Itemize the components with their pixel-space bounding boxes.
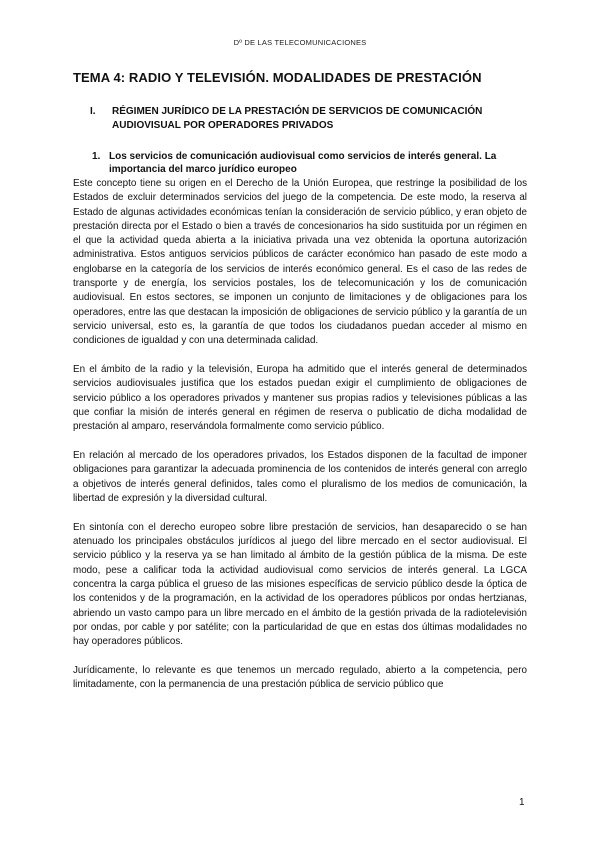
running-header: Dº DE LAS TELECOMUNICACIONES	[233, 38, 367, 47]
paragraph: En relación al mercado de los operadores privados, los Estados disponen de la facultad de imponer obligaciones para garantizar la adecuada prominencia de los contenidos de interés general con arreglo a objetivos de interés general definidos, tales como el pluralismo de los medios de comunicación, la libertad de expresión y la diversidad cultural.	[73, 450, 527, 504]
paragraph: Este concepto tiene su origen en el Derecho de la Unión Europea, que restringe la posibilidad de los Estados de excluir determinados servicios del juego de la competencia. De este modo, la reserva al Estado de algunas actividades económicas tenían la consideración de servicio público, y eran objeto de prestación directa por el Estado o bien a través de concesionarios ha sido sustituida por un régimen en el que la actividad queda abierta a la iniciativa privada una vez obtenida la oportuna autorización administrativa. Estos antiguos servicios públicos de carácter económico han pasado de este modo a englobarse en la categoría de los servicios de interés económico general. Es el caso de las redes de transporte y de energía, los servicios postales, los de telecomunicación y los de comunicación audiovisual. En estos sectores, se imponen un conjunto de limitaciones y de obligaciones para los operadores, entre las que destacan la imposición de obligaciones de servicio público y la garantía de un servicio universal, esto es, la garantía de que todos los ciudadanos puedan acceder al mismo en condiciones de igualdad y con una determinada calidad.	[73, 178, 527, 347]
page-title: TEMA 4: RADIO Y TELEVISIÓN. MODALIDADES DE PRESTACIÓN	[73, 70, 482, 85]
paragraph: En sintonía con el derecho europeo sobre libre prestación de servicios, han desaparecido o se han atenuado los principales obstáculos jurídicos al juego del libre mercado en el sector audiovisual. El servicio público y la reserva ya se han limitado al ámbito de la gestión pública de la misma. De este modo, pese a calificar toda la actividad audiovisual como servicios de interés general. La LGCA concentra la carga pública el grueso de las misiones específicas de servicio público desde la óptica de los contenidos y de la programación, en la actividad de los operadores públicos por ondas hertzianas, abriendo un vasto campo para un libre mercado en el ámbito de la gestión privada de la radiotelevisión por ondas, por cable y por satélite; con la particularidad de que en estas dos últimas modalidades no hay operadores públicos.	[73, 521, 527, 648]
subsection-title: Los servicios de comunicación audiovisual como servicios de interés general. La importancia del marco jurídico europeo	[109, 151, 497, 175]
section-title: RÉGIMEN JURÍDICO DE LA PRESTACIÓN DE SERVICIOS DE COMUNICACIÓN AUDIOVISUAL POR OPERADORES PRIVADOS	[112, 106, 483, 131]
section-heading	[90, 105, 530, 133]
subsection-heading	[92, 150, 532, 176]
body-text	[73, 177, 527, 707]
section-number: I.	[90, 106, 96, 117]
paragraph: Jurídicamente, lo relevante es que tenemos un mercado regulado, abierto a la competencia, pero limitadamente, con la permanencia de una prestación pública de servicio público que	[73, 664, 527, 691]
page-number: 1	[519, 797, 525, 808]
subsection-number: 1.	[92, 151, 101, 162]
paragraph: En el ámbito de la radio y la televisión, Europa ha admitido que el interés general de determinados servicios audiovisuales justifica que los estados puedan exigir el cumplimiento de obligaciones de servicio público a los operadores privados y mantener sus propias radios y televisiones públicas a las que confiar la misión de interés general en régimen de reserva o publicatio de dicha modalidad de prestación al amparo, reservándola formalmente como servicio público.	[73, 364, 527, 433]
